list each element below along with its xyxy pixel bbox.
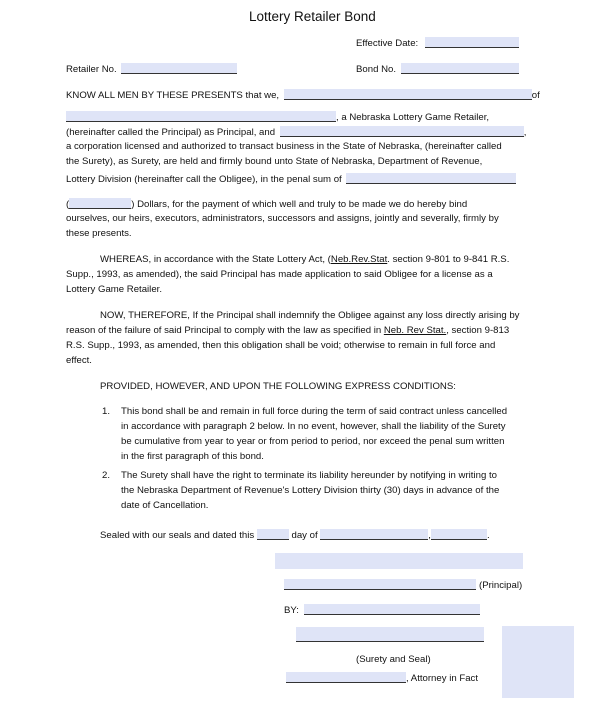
sealed-comma: ,: [428, 530, 431, 541]
by-row: [284, 604, 480, 618]
now-line4: effect.: [66, 355, 92, 366]
retailer-no-row: [66, 63, 237, 77]
sealed-month-field[interactable]: [320, 529, 428, 540]
sealed-period: .: [486, 530, 490, 541]
principal-signature-row: [284, 579, 522, 593]
principal-name-field[interactable]: [284, 89, 532, 100]
attorney-row: [286, 672, 478, 686]
bond-no-label: Bond No.: [356, 64, 397, 75]
p1-line4: the Surety), as Surety, are held and firmly bound unto State of Nebraska, Department of Revenue,: [66, 156, 483, 167]
open-paren-text: (: [66, 199, 70, 210]
retailer-no-label: Retailer No.: [66, 64, 117, 75]
attorney-name-field[interactable]: [286, 672, 406, 683]
surety-name-field[interactable]: [280, 126, 524, 137]
now-text-b: , section 9-813: [446, 325, 510, 336]
condition-2-line: date of Cancellation.: [121, 500, 209, 511]
surety-seal-label: (Surety and Seal): [356, 654, 431, 665]
page-title: Lottery Retailer Bond: [249, 9, 376, 24]
whereas-text-b: . section 9-801 to 9-841 R.S.: [387, 254, 510, 265]
now-line2: [66, 325, 509, 338]
now-line3: R.S. Supp., 1993, as amended, then this obligation shall be void; otherwise to remain in full force and: [66, 340, 496, 351]
hereinafter-principal-text: (hereinafter called the Principal) as Principal, and: [66, 127, 276, 138]
bond-no-field[interactable]: [401, 63, 519, 74]
condition-1-line: in accordance with paragraph 2 below. In no event, however, shall the liability of the Surety: [121, 421, 506, 432]
whereas-statute-ref: Neb.Rev.Stat: [330, 254, 388, 265]
provided-heading: PROVIDED, HOWEVER, AND UPON THE FOLLOWING EXPRESS CONDITIONS:: [100, 381, 456, 392]
p2-line3: these presents.: [66, 228, 132, 239]
dollars-text: ) Dollars, for the payment of which well and truly to be made we do hereby bind: [131, 199, 468, 210]
penal-sum-amount-field[interactable]: [69, 198, 131, 209]
condition-2-line: The Surety shall have the right to terminate its liability hereunder by notifying in writing to: [121, 470, 497, 481]
know-all-text: KNOW ALL MEN BY THESE PRESENTS that we,: [66, 90, 280, 101]
condition-1-number: 1.: [102, 406, 111, 417]
penal-sum-line: [66, 173, 516, 187]
now-statute-ref: Neb. Rev Stat.: [383, 325, 447, 336]
nebraska-retailer-text: , a Nebraska Lottery Game Retailer,: [336, 112, 490, 123]
by-label: BY:: [284, 605, 299, 616]
whereas-text-a: WHEREAS, in accordance with the State Lottery Act, (: [100, 254, 331, 265]
retailer-line: [66, 111, 489, 125]
effective-date-row: [356, 37, 519, 51]
effective-date-field[interactable]: [425, 37, 519, 48]
hereinafter-line: [66, 126, 526, 140]
sealed-line: [100, 529, 490, 543]
day-of-text: day of: [291, 530, 318, 541]
by-signature-field[interactable]: [304, 604, 480, 615]
seal-box[interactable]: [502, 626, 574, 698]
bond-no-row: [356, 63, 519, 77]
surety-signature-field[interactable]: [296, 627, 484, 642]
penal-sum-words-field[interactable]: [346, 173, 516, 184]
comma-text: ,: [523, 127, 527, 138]
sealed-year-field[interactable]: [431, 529, 487, 540]
effective-date-label: Effective Date:: [356, 38, 419, 49]
sealed-day-field[interactable]: [257, 529, 289, 540]
p2-line2: ourselves, our heirs, executors, administrators, successors and assigns, jointly and severally, firmly by: [66, 213, 499, 224]
now-text-a: reason of the failure of said Principal to comply with the law as specified in: [66, 325, 384, 336]
now-line1: NOW, THEREFORE, If the Principal shall indemnify the Obligee against any loss directly arising by: [100, 310, 520, 321]
p1-line3: a corporation licensed and authorized to transact business in the State of Nebraska, (hereinafter called: [66, 141, 502, 152]
p1-line5: Lottery Division (hereinafter call the Obligee), in the penal sum of: [66, 174, 342, 185]
condition-1-line: be cumulative from year to year or from period to period, nor exceed the penal sum written: [121, 436, 505, 447]
principal-label: (Principal): [479, 580, 523, 591]
know-all-line: [66, 89, 540, 103]
condition-1-line: in the first paragraph of this bond.: [121, 451, 264, 462]
retailer-no-field[interactable]: [121, 63, 237, 74]
whereas-line3: Lottery Game Retailer.: [66, 284, 162, 295]
sealed-prefix: Sealed with our seals and dated this: [100, 530, 255, 541]
attorney-label: , Attorney in Fact: [406, 673, 478, 684]
of-text: of: [531, 90, 540, 101]
principal-signature-field[interactable]: [284, 579, 476, 590]
condition-1-line: This bond shall be and remain in full force during the term of said contract unless cancelled: [121, 406, 508, 417]
condition-2-line: the Nebraska Department of Revenue's Lottery Division thirty (30) days in advance of the: [121, 485, 500, 496]
signature-field-blank[interactable]: [275, 553, 523, 569]
whereas-line2: Supp., 1993, as amended), the said Principal has made application to said Obligee for a license as a: [66, 269, 493, 280]
principal-address-field[interactable]: [66, 111, 336, 122]
whereas-line1: [100, 254, 509, 267]
dollars-line: [66, 198, 467, 212]
condition-2-number: 2.: [102, 470, 111, 481]
